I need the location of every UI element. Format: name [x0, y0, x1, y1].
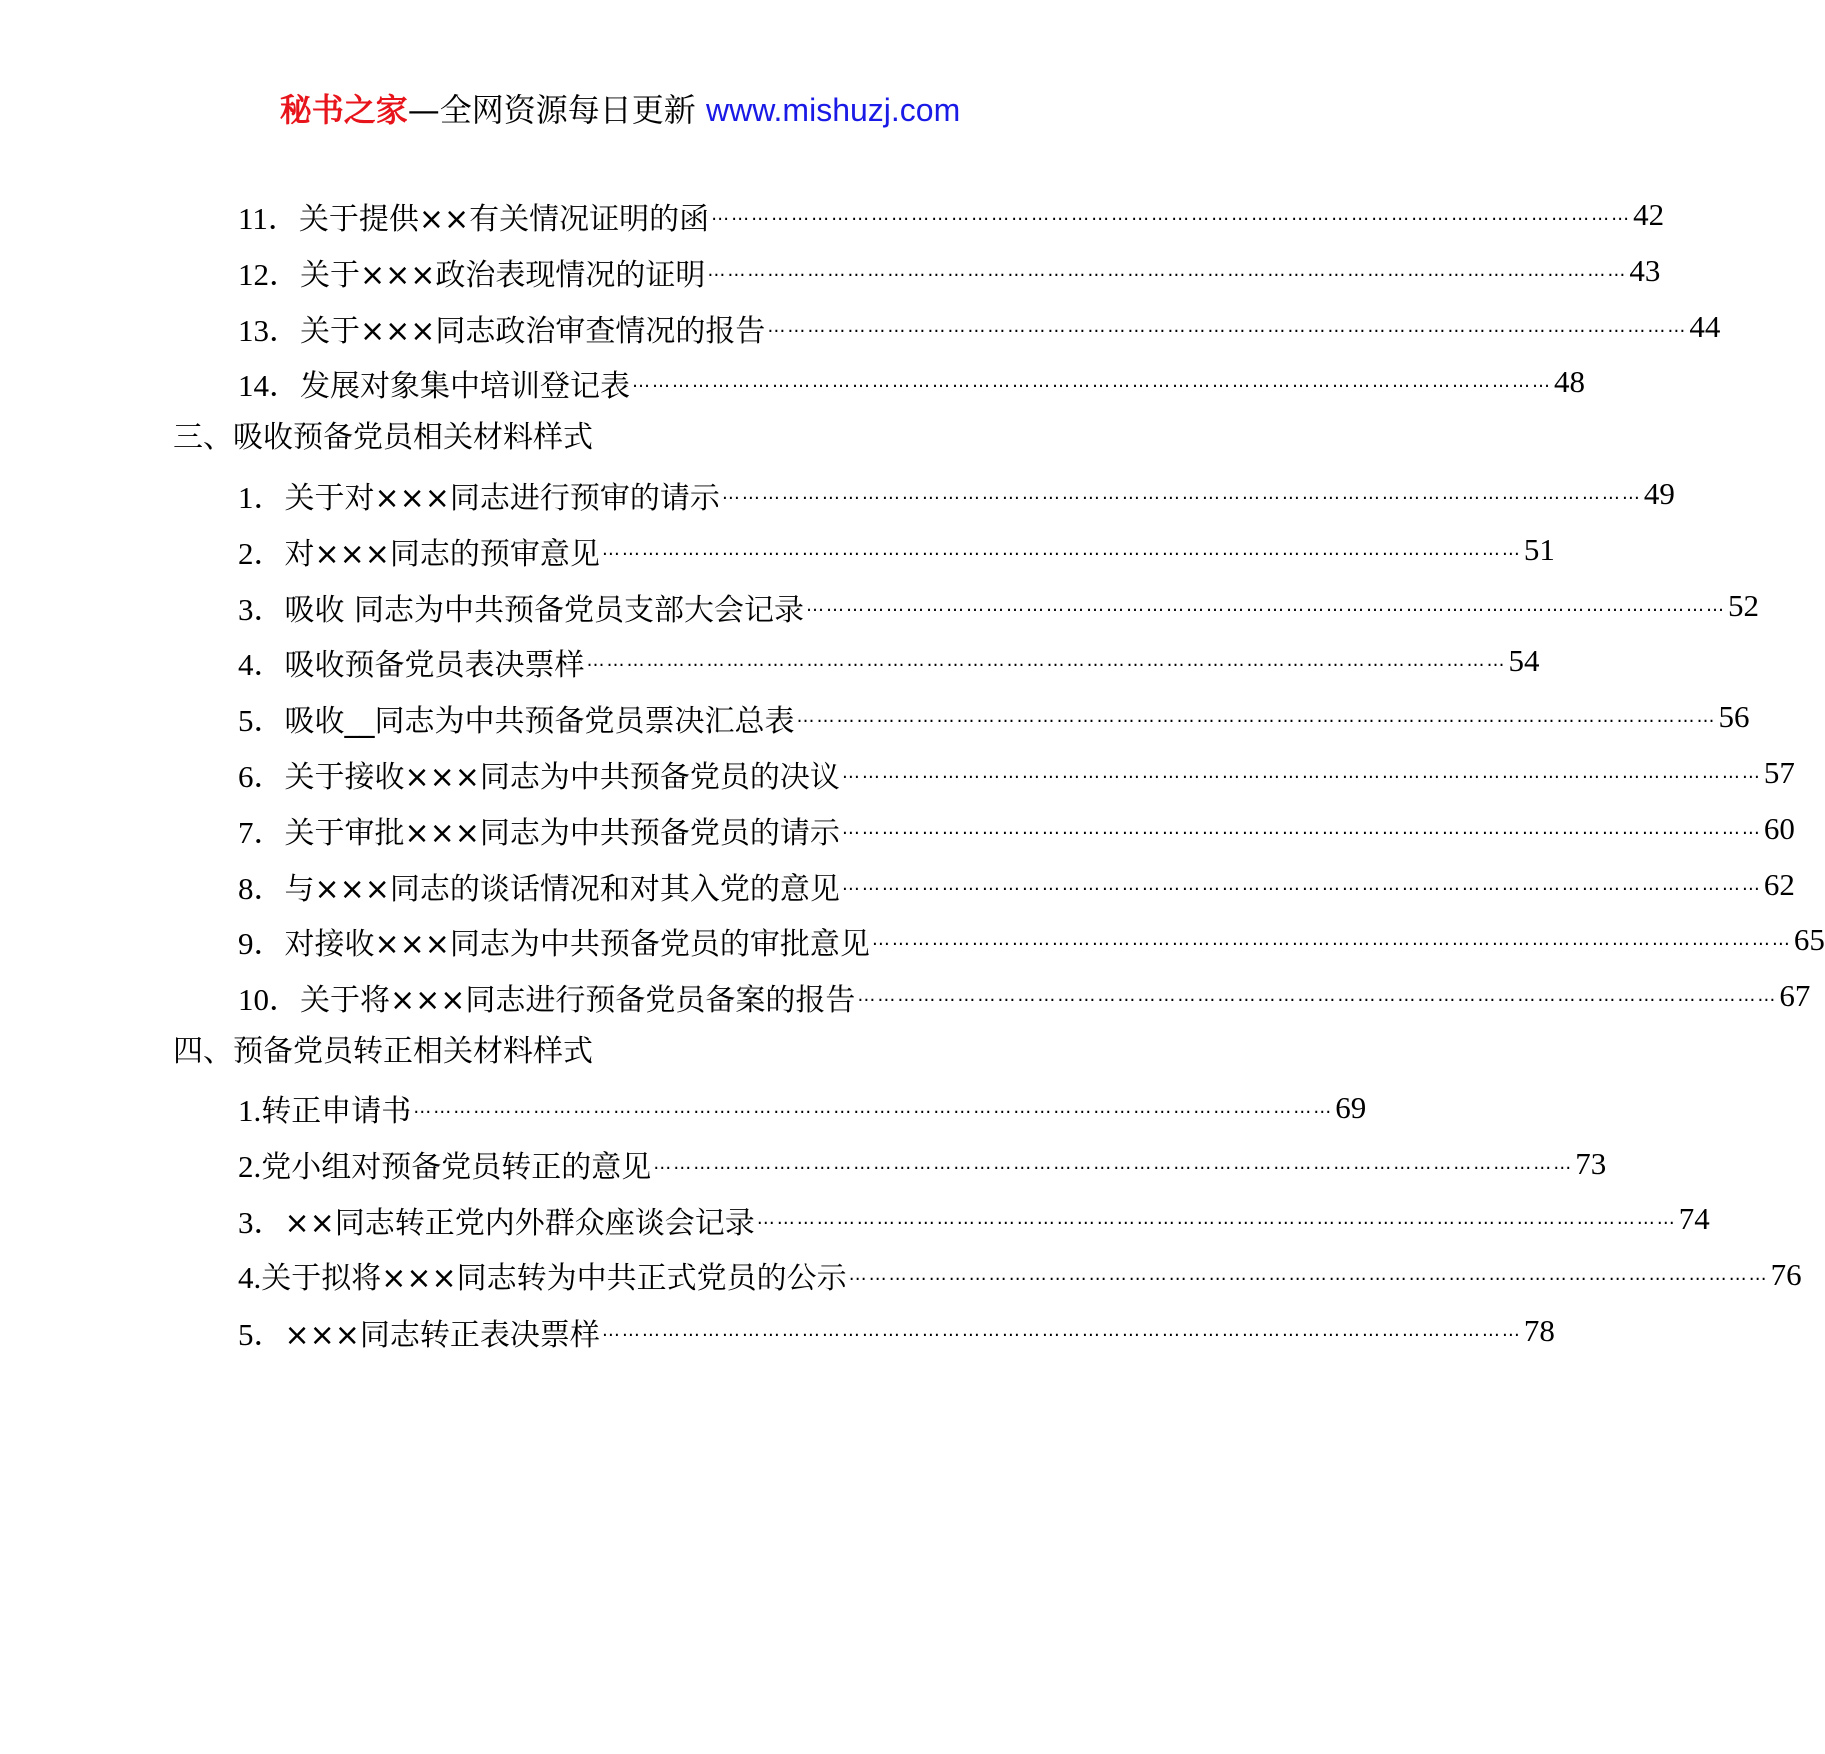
toc-entry-text: 吸收__同志为中共预备党员票决汇总表	[284, 703, 795, 739]
toc-entry-text: 吸收预备党员表决票样	[284, 647, 585, 683]
toc-entry-number: 5．	[238, 1316, 285, 1352]
toc-entry[interactable]	[238, 296, 1721, 358]
toc-entry-text: 关于×××政治表现情况的证明	[300, 257, 706, 293]
toc-leader-dots: …………………………………………………………………………………………………………………………	[756, 1208, 1677, 1229]
toc-page-number: 67	[1779, 978, 1811, 1013]
toc-entry-title	[238, 918, 870, 963]
toc-entry-number: 1．	[238, 479, 285, 515]
toc-entry-text: 关于拟将×××同志转为中共正式党员的公示	[261, 1261, 847, 1296]
toc-entry-text: 与×××同志的谈话情况和对其入党的意见	[284, 871, 840, 907]
toc-entry-text: ×××同志转正表决票样	[284, 1317, 600, 1353]
toc-page-number: 44	[1689, 309, 1721, 344]
toc-entry-text: ××同志转正党内外群众座谈会记录	[284, 1205, 755, 1241]
toc-entry-number: 2．	[238, 535, 285, 571]
toc-page-number: 60	[1763, 811, 1795, 846]
toc-entry[interactable]	[238, 1188, 1710, 1250]
toc-page-number: 78	[1523, 1313, 1555, 1348]
toc-page-number: 52	[1728, 588, 1760, 623]
toc-entry-title	[238, 1086, 411, 1130]
toc-entry[interactable]	[238, 742, 1795, 804]
toc-entry-number: 3．	[238, 591, 285, 627]
toc-leader-dots: …………………………………………………………………………………………………………………………	[841, 874, 1762, 895]
toc-entry-number: 3．	[238, 1204, 285, 1240]
toc-entry-title	[238, 863, 840, 908]
toc-entry-title	[238, 360, 630, 405]
toc-entry-text: 对×××同志的预审意见	[284, 536, 600, 572]
toc-leader-dots: …………………………………………………………………………………………………………………………	[601, 539, 1522, 560]
toc-leader-dots: …………………………………………………………………………………………………………………………	[653, 1153, 1574, 1174]
toc-entry-title	[238, 639, 585, 684]
toc-entry-number: 5．	[238, 702, 285, 738]
toc-entry[interactable]	[238, 798, 1795, 860]
toc-entry-number: 9．	[238, 925, 285, 961]
toc-entry-title	[238, 1142, 651, 1186]
toc-entry-title	[238, 584, 804, 629]
toc-leader-dots: …………………………………………………………………………………………………………………………	[601, 1320, 1522, 1341]
toc-entry-text: 关于将×××同志进行预备党员备案的报告	[300, 982, 856, 1018]
toc-entry-text: 转正申请书	[261, 1094, 412, 1129]
toc-entry-text: 发展对象集中培训登记表	[300, 368, 630, 404]
toc-page-number: 42	[1633, 197, 1665, 232]
toc-entry-title	[238, 974, 855, 1019]
toc-entry[interactable]	[238, 965, 1811, 1027]
toc-entry-title	[238, 695, 795, 740]
toc-leader-dots: …………………………………………………………………………………………………………………………	[632, 371, 1552, 392]
toc-entry-text: 关于×××同志政治审查情况的报告	[300, 313, 766, 349]
toc-entry[interactable]	[238, 240, 1661, 302]
section-heading: 三、吸收预备党员相关材料样式	[173, 420, 593, 455]
toc-entry-number: 13．	[238, 312, 300, 348]
toc-leader-dots: …………………………………………………………………………………………………………………………	[806, 595, 1727, 616]
toc-leader-dots: …………………………………………………………………………………………………………………………	[857, 985, 1778, 1006]
toc-entry-title	[238, 807, 840, 852]
toc-entry-text: 对接收×××同志为中共预备党员的审批意见	[284, 926, 870, 962]
toc-entry-number: 14．	[238, 367, 300, 403]
toc-entry-number: 7．	[238, 814, 285, 850]
toc-entry-number: 4.	[238, 1260, 262, 1295]
toc-leader-dots: …………………………………………………………………………………………………………………………	[796, 706, 1717, 727]
toc-page-number: 48	[1554, 364, 1585, 399]
toc-entry[interactable]	[238, 184, 1665, 246]
toc-entry-number: 4．	[238, 646, 285, 682]
toc-entry-title	[238, 472, 720, 517]
toc-entry-title	[238, 528, 600, 573]
toc-entry-title	[238, 1309, 600, 1354]
toc-entry[interactable]	[238, 909, 1825, 971]
toc-entry-number: 1.	[238, 1093, 262, 1128]
toc-entry[interactable]	[238, 1077, 1367, 1139]
toc-entry-number: 11．	[238, 200, 299, 236]
toc-entry[interactable]	[238, 351, 1585, 413]
toc-page-number: 56	[1718, 699, 1750, 734]
toc-entry-text: 关于接收×××同志为中共预备党员的决议	[284, 759, 840, 795]
toc-entry-number: 6．	[238, 758, 285, 794]
toc-page-number: 43	[1629, 253, 1661, 288]
toc-entry[interactable]	[238, 1133, 1607, 1195]
toc-entry-title	[238, 751, 840, 796]
toc-entry-text: 吸收 同志为中共预备党员支部大会记录	[284, 592, 805, 628]
toc-page-number: 57	[1763, 755, 1795, 790]
toc-entry-number: 12．	[238, 256, 300, 292]
toc-leader-dots: …………………………………………………………………………………………………………………………	[707, 260, 1628, 281]
toc-entry[interactable]	[238, 575, 1760, 637]
header-url-link[interactable]: www.mishuzj.com	[705, 92, 961, 128]
toc-entry-title	[238, 1253, 847, 1297]
toc-page-number: 69	[1335, 1090, 1367, 1125]
toc-entry-number: 8．	[238, 870, 285, 906]
toc-leader-dots: …………………………………………………………………………………………………………………………	[841, 762, 1762, 783]
toc-page-number: 76	[1770, 1257, 1802, 1292]
brand-name: 秘书之家	[279, 91, 408, 129]
toc-entry[interactable]	[238, 463, 1675, 525]
toc-entry[interactable]	[238, 630, 1540, 692]
toc-entry[interactable]	[238, 1300, 1555, 1362]
toc-leader-dots: …………………………………………………………………………………………………………………………	[871, 929, 1792, 950]
toc-leader-dots: …………………………………………………………………………………………………………………………	[767, 316, 1688, 337]
toc-entry-number: 2.	[238, 1149, 262, 1184]
toc-entry[interactable]	[238, 1244, 1802, 1306]
toc-page-number: 54	[1508, 643, 1540, 678]
toc-entry-title	[238, 193, 709, 238]
toc-page-number: 49	[1643, 476, 1675, 511]
toc-entry-text: 党小组对预备党员转正的意见	[261, 1150, 652, 1185]
toc-entry[interactable]	[238, 854, 1795, 916]
toc-entry-number: 10．	[238, 981, 300, 1017]
header-tagline: —全网资源每日更新	[407, 91, 706, 129]
toc-page-number: 73	[1575, 1146, 1607, 1181]
page-header	[0, 86, 1240, 134]
toc-entry[interactable]	[238, 686, 1750, 748]
toc-page-number: 51	[1523, 532, 1555, 567]
toc-entry-text: 关于审批×××同志为中共预备党员的请示	[284, 815, 840, 851]
toc-entry-text: 关于提供××有关情况证明的函	[298, 201, 710, 237]
toc-entry-text: 关于对×××同志进行预审的请示	[284, 480, 720, 516]
toc-entry[interactable]	[238, 519, 1555, 581]
toc-leader-dots: …………………………………………………………………………………………………………………………	[413, 1097, 1334, 1118]
toc-page-number: 74	[1678, 1201, 1710, 1236]
toc-leader-dots: …………………………………………………………………………………………………………………………	[586, 650, 1507, 671]
toc-entry-title	[238, 1197, 755, 1242]
toc-page-number: 65	[1793, 922, 1825, 957]
toc-leader-dots: …………………………………………………………………………………………………………………………	[848, 1264, 1769, 1285]
toc-leader-dots: …………………………………………………………………………………………………………………………	[711, 204, 1632, 225]
toc-entry-title	[238, 249, 705, 294]
toc-leader-dots: …………………………………………………………………………………………………………………………	[841, 818, 1762, 839]
toc-page-number: 62	[1763, 867, 1795, 902]
section-heading: 四、预备党员转正相关材料样式	[173, 1034, 593, 1069]
toc-leader-dots: …………………………………………………………………………………………………………………………	[721, 483, 1642, 504]
toc-entry-title	[238, 305, 765, 350]
